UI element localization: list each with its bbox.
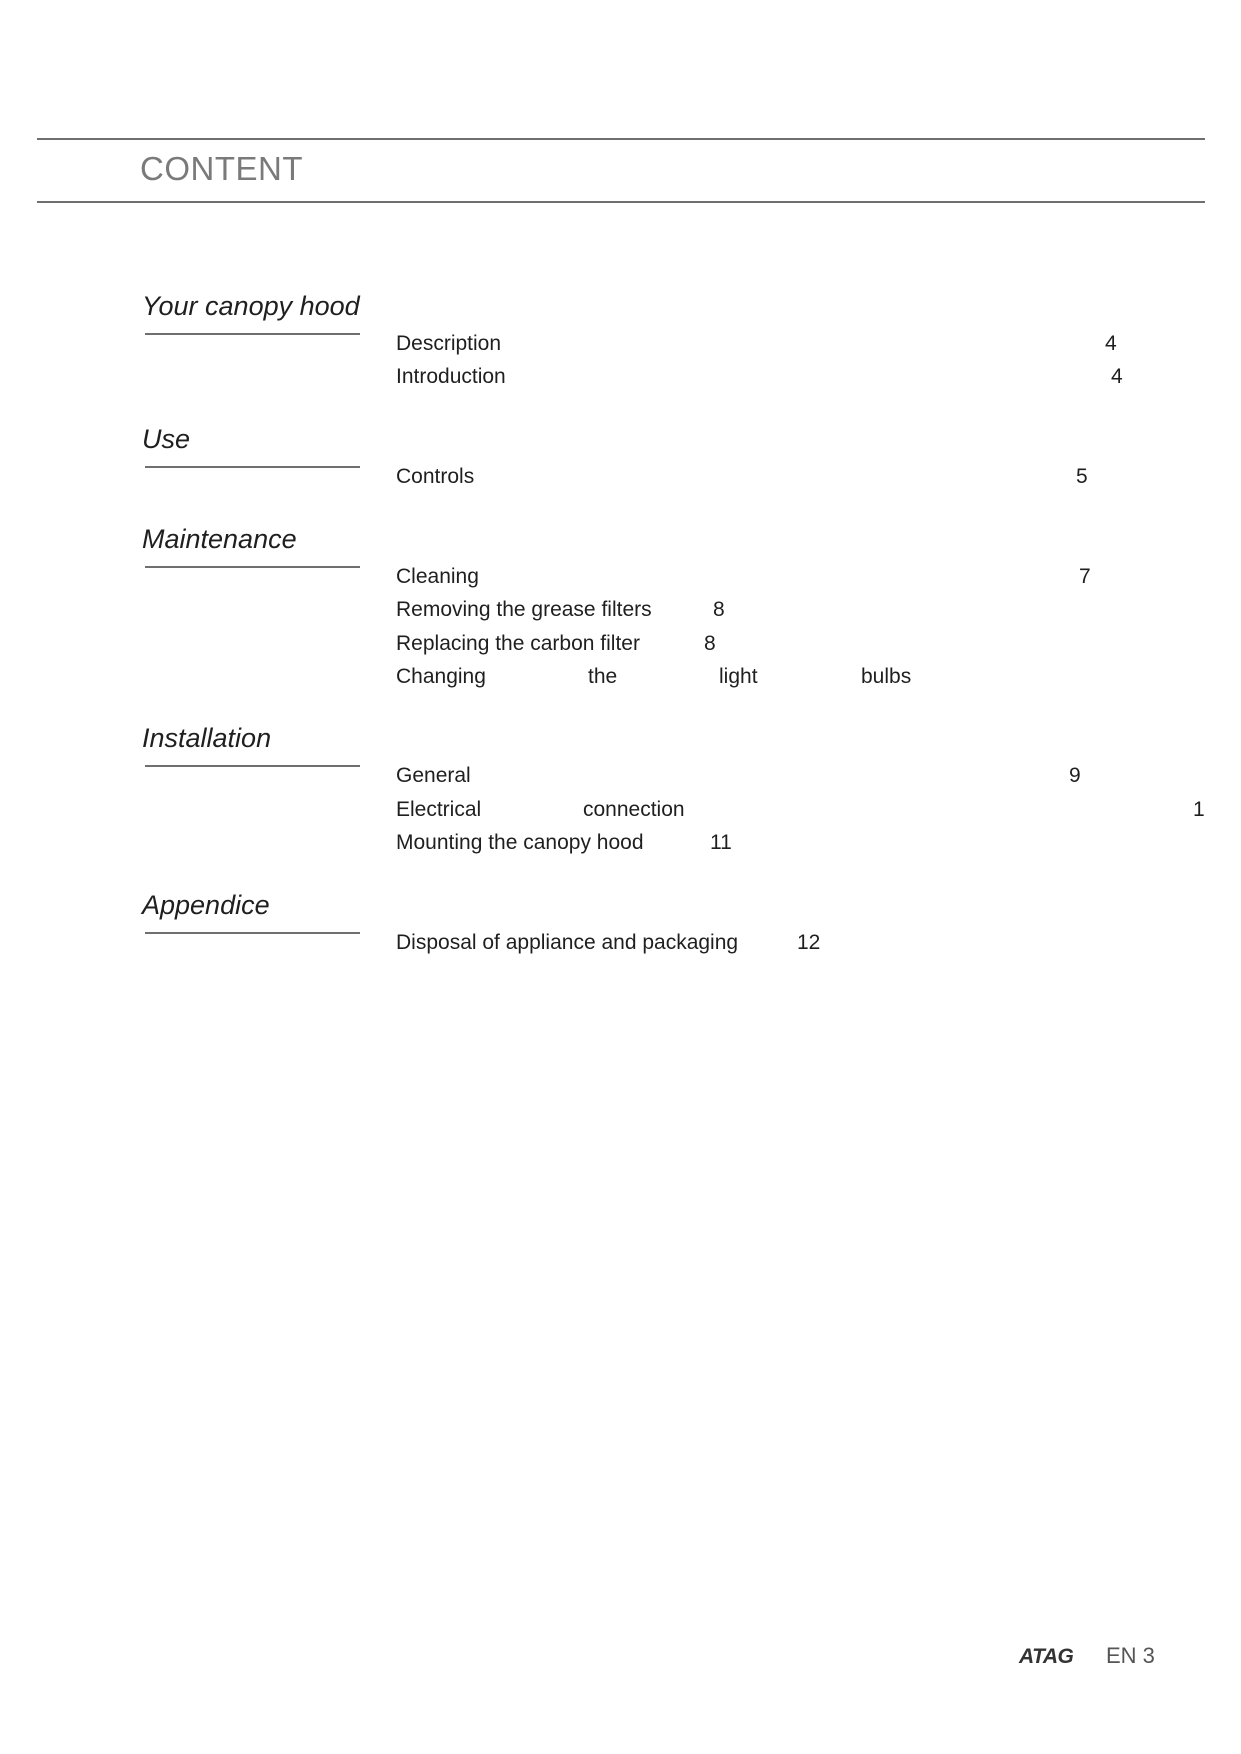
- page-label: EN 3: [1106, 1643, 1155, 1668]
- section-heading-use: Use: [142, 424, 191, 454]
- toc-entry-cleaning[interactable]: Cleaning: [396, 565, 479, 588]
- section-heading-installation: Installation: [142, 723, 272, 753]
- toc-entry-word: connection: [583, 798, 685, 821]
- toc-entry-disposal[interactable]: Disposal of appliance and packaging: [396, 931, 739, 954]
- toc-page-number: 11: [710, 831, 732, 854]
- section-heading-appendice: Appendice: [142, 890, 270, 920]
- toc-entry-word: the: [588, 665, 618, 688]
- toc-page-number: 4: [1111, 365, 1123, 388]
- toc-entry-changing-light-bulbs[interactable]: Changing: [396, 665, 486, 688]
- section-rule: [145, 466, 360, 468]
- toc-page-number: 9: [1069, 764, 1081, 787]
- toc-entry-replacing-carbon-filter[interactable]: Replacing the carbon filter: [396, 632, 640, 655]
- section-rule: [145, 566, 360, 568]
- section-rule: [145, 932, 360, 934]
- brand-logo: ATAG: [1019, 1645, 1074, 1668]
- toc-page-number: 8: [704, 632, 716, 655]
- toc-page-number: 12: [797, 931, 821, 954]
- toc-entry-word: light: [719, 665, 758, 688]
- toc-entry-removing-grease-filters[interactable]: Removing the grease filters: [396, 598, 652, 621]
- section-heading-your-canopy-hood: Your canopy hood: [142, 291, 360, 321]
- toc-page-number: 1: [1193, 798, 1205, 821]
- toc-page-number: 7: [1079, 565, 1091, 588]
- toc-entry-word: bulbs: [861, 665, 912, 688]
- toc-page-number: 4: [1105, 332, 1117, 355]
- toc-entry-electrical-connection[interactable]: Electrical: [396, 798, 482, 821]
- toc-entry-introduction[interactable]: Introduction: [396, 365, 506, 388]
- toc-entry-mounting-canopy-hood[interactable]: Mounting the canopy hood: [396, 831, 644, 854]
- header-top-rule: [37, 138, 1205, 140]
- page-title: CONTENT: [140, 150, 303, 187]
- section-heading-maintenance: Maintenance: [142, 524, 297, 554]
- toc-page-number: 5: [1076, 465, 1088, 488]
- toc-page-number: 8: [713, 598, 725, 621]
- toc-entry-general[interactable]: General: [396, 764, 471, 787]
- toc-entry-description[interactable]: Description: [396, 332, 502, 355]
- header-bottom-rule: [37, 201, 1205, 203]
- section-rule: [145, 333, 360, 335]
- toc-entry-controls[interactable]: Controls: [396, 465, 475, 488]
- section-rule: [145, 765, 360, 767]
